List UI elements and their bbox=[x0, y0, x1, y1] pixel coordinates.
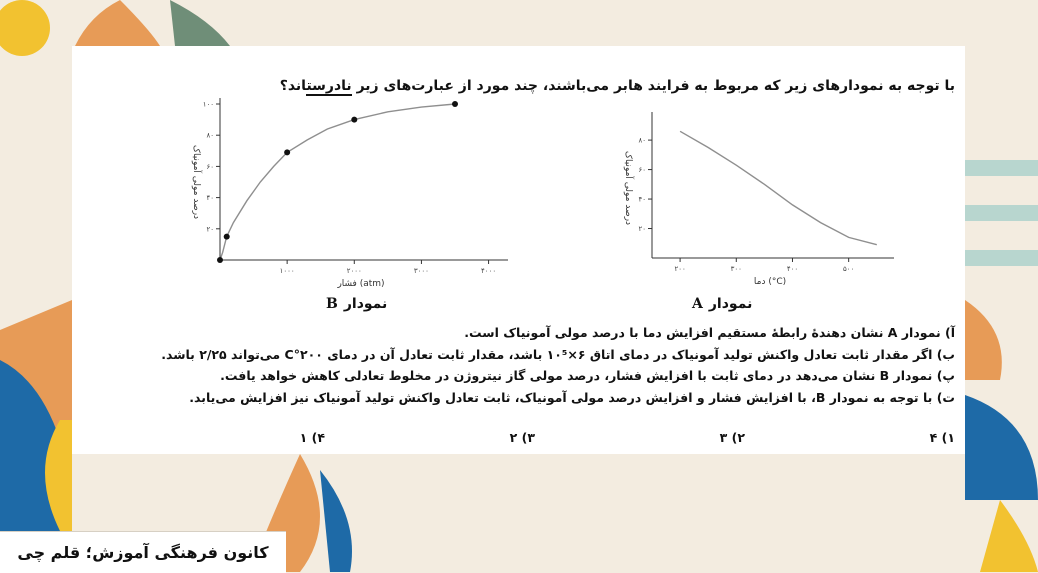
chartB-y-tick-label: ۶۰ bbox=[206, 162, 214, 171]
question-prefix: با توجه به نمودارهای زیر که مربوط به فرایند هابر می‌باشند، چند مورد از عبارت‌های زیر bbox=[351, 78, 955, 94]
chartB-y-tick-label: ۱۰۰ bbox=[202, 100, 214, 109]
statement-a: آ) نمودار A نشان دهندهٔ رابطهٔ مستقیم افزایش دما با درصد مولی آمونیاک است. bbox=[464, 325, 955, 340]
chartA-x-tick-label: ۳۰۰ bbox=[730, 265, 742, 273]
chartB-point bbox=[452, 101, 458, 107]
footer-brand bbox=[0, 531, 286, 573]
chartB-x-tick-label: ۱۰۰۰ bbox=[279, 267, 295, 275]
chart-a-ylabel: درصد مولی آمونیاک bbox=[623, 150, 633, 226]
chartB-point bbox=[224, 234, 230, 240]
option-2[interactable]: ۲) ۳ bbox=[719, 430, 745, 445]
question-text bbox=[75, 78, 955, 94]
chart-b-caption-word: نمودار bbox=[343, 296, 388, 312]
chartB-point bbox=[217, 257, 223, 263]
chartB-x-tick-label: ۳۰۰۰ bbox=[413, 267, 429, 275]
chart-a-curve bbox=[680, 131, 877, 244]
chartA-x-tick-label: ۵۰۰ bbox=[843, 265, 855, 273]
chart-b-curve bbox=[220, 104, 455, 260]
footer-text: کانون فرهنگی آموزش؛ قلم چی bbox=[17, 543, 269, 562]
statement-c: پ) نمودار B نشان می‌دهد در دمای ثابت با افزایش فشار، درصد مولی گاز نیتروژن در مخلوط تعادلی کاهش خواهد یافت. bbox=[220, 368, 955, 383]
chart-a bbox=[612, 98, 912, 302]
option-4[interactable]: ۴) ۱ bbox=[299, 430, 325, 445]
chartA-y-tick-label: ۲۰ bbox=[638, 225, 646, 234]
chart-b bbox=[180, 98, 520, 302]
chart-a-svg bbox=[612, 98, 912, 298]
chartA-x-tick-label: ۲۰۰ bbox=[674, 265, 686, 273]
chartA-y-tick-label: ۸۰ bbox=[638, 136, 646, 145]
chart-a-caption-letter: A bbox=[692, 296, 703, 312]
chartB-y-tick-label: ۲۰ bbox=[206, 225, 214, 234]
question-underlined-word: نادرست bbox=[306, 78, 352, 94]
chartB-x-tick-label: ۴۰۰۰ bbox=[481, 267, 497, 275]
chartA-y-tick-label: ۴۰ bbox=[638, 195, 646, 204]
chart-b-caption-letter: B bbox=[326, 296, 338, 312]
chart-a-caption bbox=[692, 296, 752, 312]
statement-d: ت) با توجه به نمودار B، با افزایش فشار و افزایش درصد مولی آمونیاک، ثابت تعادل واکنش تولید آمونیاک نیز افزایش می‌یابد. bbox=[189, 389, 955, 405]
chart-b-ticks bbox=[203, 101, 496, 276]
chart-a-xlabel: دما (°C) bbox=[753, 277, 787, 287]
chartB-y-tick-label: ۸۰ bbox=[206, 131, 214, 140]
question-card bbox=[72, 46, 965, 454]
chartB-point bbox=[284, 149, 290, 155]
option-1[interactable]: ۱) ۴ bbox=[929, 430, 955, 445]
chart-b-ylabel: درصد مولی آمونیاک bbox=[191, 144, 201, 220]
option-3[interactable]: ۳) ۲ bbox=[509, 430, 535, 445]
chart-a-caption-word: نمودار bbox=[708, 296, 753, 312]
chart-b-svg bbox=[180, 98, 520, 298]
statement-b: ب) اگر مقدار ثابت تعادل واکنش تولید آمونیاک در دمای اتاق ۶×۱۰⁵ باشد، مقدار ثابت تعادل آن در دمای ۲۰۰°C می‌تواند ۲/۲۵ باشد. bbox=[161, 346, 955, 362]
chartA-y-tick-label: ۶۰ bbox=[638, 166, 646, 175]
answer-options bbox=[72, 430, 965, 450]
chartB-x-tick-label: ۲۰۰۰ bbox=[346, 267, 362, 275]
chart-a-ticks bbox=[638, 137, 854, 273]
chartB-point bbox=[351, 117, 357, 123]
chartA-x-tick-label: ۴۰۰ bbox=[786, 265, 799, 273]
statements-list bbox=[75, 322, 955, 408]
chart-b-xlabel: فشار (atm) bbox=[337, 279, 385, 289]
question-suffix: اند؟ bbox=[279, 78, 307, 94]
chartB-y-tick-label: ۴۰ bbox=[206, 194, 214, 203]
chart-b-caption bbox=[326, 296, 387, 312]
chart-a-axes bbox=[652, 112, 894, 258]
